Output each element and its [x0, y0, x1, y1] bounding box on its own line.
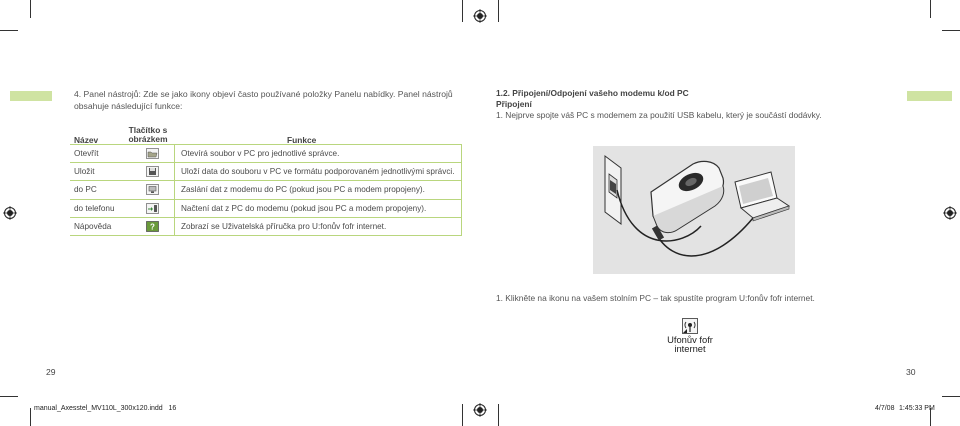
step-1-text: 1. Nejprve spojte váš PC s modemem za použití USB kabelu, který je součástí dodávky.	[496, 110, 822, 120]
row-name: Otevřít	[70, 145, 130, 163]
section-title	[496, 88, 689, 110]
page-number-left: 29	[46, 367, 56, 377]
wall-outlet-icon	[605, 156, 621, 224]
row-function: Zaslání dat z modemu do PC (pokud jsou PC a modem propojeny).	[175, 181, 462, 199]
ufon-app-desktop-icon[interactable]	[660, 318, 720, 353]
table-row	[70, 163, 462, 181]
crop-mark	[30, 0, 31, 18]
table-row	[70, 217, 462, 235]
table-row	[70, 145, 462, 163]
row-name: Nápověda	[70, 217, 130, 235]
slug-date: 4/7/08	[875, 405, 895, 412]
crop-mark	[30, 408, 31, 426]
row-name: do telefonu	[70, 199, 130, 217]
registration-mark-icon	[473, 403, 487, 417]
col-header-function: Funkce	[287, 135, 317, 145]
crop-mark	[0, 396, 18, 397]
toolbar-functions-table	[70, 144, 462, 236]
step-2-text: 1. Klikněte na ikonu na vašem stolním PC – tak spustíte program U:fonův fofr internet.	[496, 293, 815, 303]
crop-mark	[462, 0, 463, 22]
slug-file-name: manual_Axesstel_MV110L_300x120.indd 16	[34, 405, 177, 412]
crop-mark	[462, 404, 463, 426]
page-number-right: 30	[906, 367, 916, 377]
subsection-heading: Připojení	[496, 99, 532, 109]
antenna-icon	[682, 318, 698, 334]
table-row	[70, 199, 462, 217]
registration-mark-icon	[943, 206, 957, 220]
row-function: Zobrazí se Uživatelská příručka pro U:fonův fofr internet.	[175, 217, 462, 235]
open-folder-icon	[146, 148, 159, 159]
crop-mark	[942, 30, 960, 31]
table-row	[70, 181, 462, 199]
registration-mark-icon	[473, 9, 487, 23]
section-heading: 1.2. Připojení/Odpojení vašeho modemu k/od PC	[496, 88, 689, 98]
svg-text:?: ?	[149, 222, 155, 232]
page-tab-right	[907, 91, 952, 101]
app-icon-label: Ufonův fofr internet	[667, 334, 713, 354]
crop-mark	[498, 404, 499, 426]
col-header-icon: Tlačítko s obrázkem	[128, 125, 168, 144]
row-name: Uložit	[70, 163, 130, 181]
row-function: Uloží data do souboru v PC ve formátu podporovaném jednotlivými správci.	[175, 163, 462, 181]
row-name: do PC	[70, 181, 130, 199]
row-function: Otevírá soubor v PC pro jednotlivé správce.	[175, 145, 462, 163]
to-phone-icon	[146, 203, 159, 214]
registration-mark-icon	[3, 206, 17, 220]
row-function: Načtení dat z PC do modemu (pokud jsou PC a modem propojeny).	[175, 199, 462, 217]
crop-mark	[0, 30, 18, 31]
modem-connection-illustration	[593, 146, 795, 274]
col-header-name: Název	[74, 135, 99, 145]
save-disk-icon	[146, 166, 159, 177]
crop-mark	[942, 396, 960, 397]
to-pc-icon	[146, 184, 159, 195]
slug-time: 1:45:33 PM	[899, 405, 935, 412]
intro-text: 4. Panel nástrojů: Zde se jako ikony objeví často používané položky Panelu nabídky. Panel nástrojů obsahuje následující funkce:	[74, 89, 453, 111]
help-icon	[146, 221, 159, 232]
crop-mark	[930, 0, 931, 18]
crop-mark	[498, 0, 499, 22]
page-tab-left	[10, 91, 52, 101]
